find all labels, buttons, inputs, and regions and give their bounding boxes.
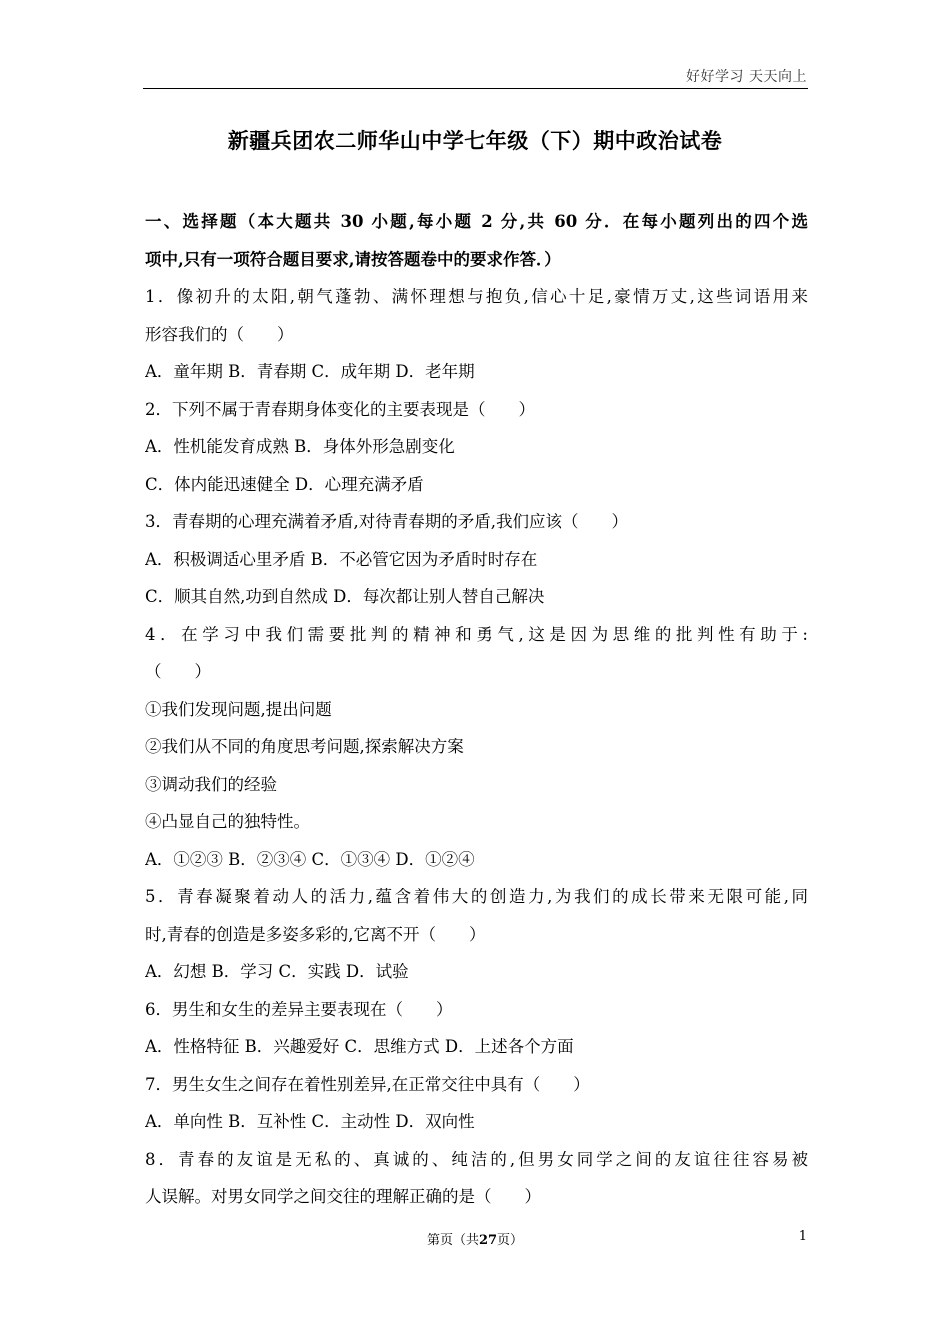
question-3-options-row-1: A．积极调适心里矛盾 B．不必管它因为矛盾时时存在 xyxy=(145,549,538,569)
exam-body xyxy=(145,203,808,1216)
footer-suffix: 页） xyxy=(497,1233,524,1248)
question-1-stem-line-1: 1．像初升的太阳,朝气蓬勃、满怀理想与抱负,信心十足,豪情万丈,这些词语用来 xyxy=(145,287,808,306)
question-5-stem-line-2: 时,青春的创造是多姿多彩的,它离不开（ ） xyxy=(145,924,486,944)
page-footer xyxy=(0,1229,950,1248)
header-divider xyxy=(143,88,808,89)
question-8-stem-line-1: 8．青春的友谊是无私的、真诚的、纯洁的,但男女同学之间的友谊往往容易被 xyxy=(145,1149,808,1169)
section-heading-line-2: 项中,只有一项符合题目要求,请按答题卷中的要求作答．） xyxy=(145,249,561,269)
question-3-stem: 3．青春期的心理充满着矛盾,对待青春期的矛盾,我们应该（ ） xyxy=(145,512,628,531)
question-4-item-4: ④凸显自己的独特性。 xyxy=(145,812,310,831)
question-1-options: A．童年期 B．青春期 C．成年期 D．老年期 xyxy=(145,362,475,381)
question-4-item-1: ①我们发现问题,提出问题 xyxy=(145,699,332,719)
question-4-stem-line-2: （ ） xyxy=(145,662,211,681)
footer-prefix: 第页（共 xyxy=(426,1233,479,1248)
question-8-stem-line-2: 人误解。对男女同学之间交往的理解正确的是（ ） xyxy=(145,1187,541,1206)
question-6-options: A．性格特征 B．兴趣爱好 C．思维方式 D．上述各个方面 xyxy=(145,1037,574,1056)
question-4-item-2: ②我们从不同的角度思考问题,探索解决方案 xyxy=(145,737,464,756)
question-2-options-row-1: A．性机能发育成熟 B．身体外形急剧变化 xyxy=(145,437,455,456)
question-3-options-row-2: C．顺其自然,功到自然成 D．每次都让别人替自己解决 xyxy=(145,587,545,606)
page-header-slogan: 好好学习 天天向上 xyxy=(686,69,807,85)
question-4-item-3: ③调动我们的经验 xyxy=(145,774,277,794)
question-2-stem: 2．下列不属于青春期身体变化的主要表现是（ ） xyxy=(145,399,535,419)
footer-total-pages: 27 xyxy=(478,1233,498,1248)
question-7-options: A．单向性 B．互补性 C．主动性 D．双向性 xyxy=(145,1112,475,1131)
question-4-options: A．①②③ B．②③④ C．①③④ D．①②④ xyxy=(145,849,475,869)
question-5-options: A．幻想 B．学习 C．实践 D．试验 xyxy=(145,962,409,981)
question-7-stem: 7．男生女生之间存在着性别差异,在正常交往中具有（ ） xyxy=(145,1074,590,1094)
question-4-stem-line-1: 4．在学习中我们需要批判的精神和勇气,这是因为思维的批判性有助于: xyxy=(145,624,808,644)
question-1-stem-line-2: 形容我们的（ ） xyxy=(145,324,294,344)
question-5-stem-line-1: 5．青春凝聚着动人的活力,蕴含着伟大的创造力,为我们的成长带来无限可能,同 xyxy=(145,887,808,906)
section-heading-line-1: 一、选择题（本大题共 30 小题,每小题 2 分,共 60 分．在每小题列出的四个选 xyxy=(145,212,808,231)
question-2-options-row-2: C．体内能迅速健全 D．心理充满矛盾 xyxy=(145,474,424,494)
question-6-stem: 6．男生和女生的差异主要表现在（ ） xyxy=(145,999,453,1019)
page-number: 1 xyxy=(798,1229,807,1244)
exam-title: 新疆兵团农二师华山中学七年级（下）期中政治试卷 xyxy=(227,128,723,153)
